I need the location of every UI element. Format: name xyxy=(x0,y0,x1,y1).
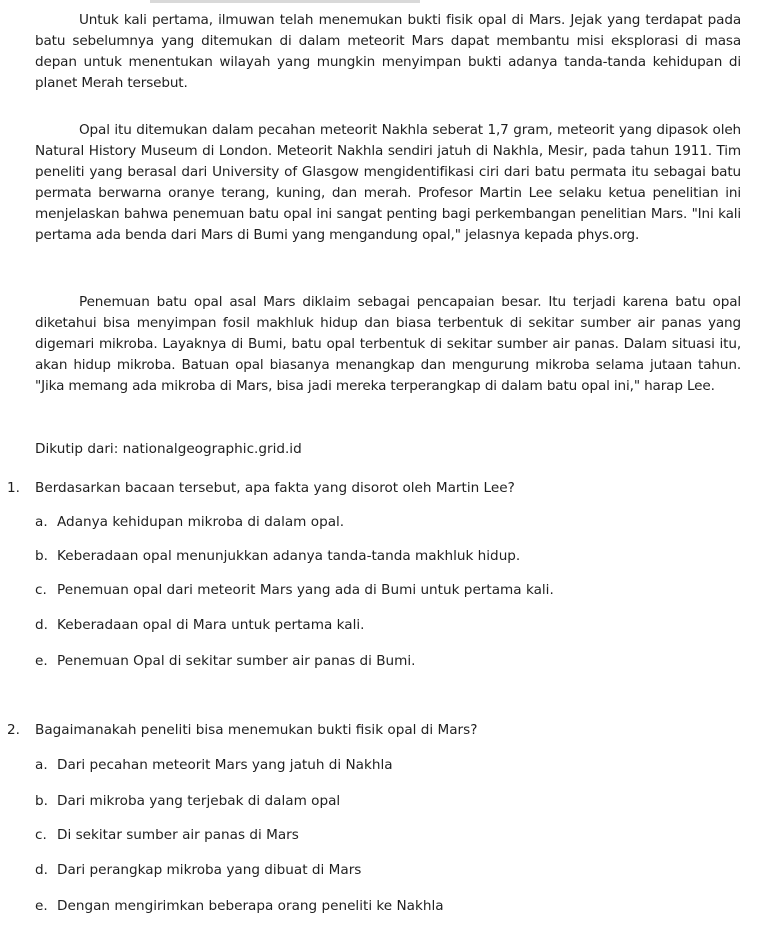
option-letter: e. xyxy=(35,653,48,669)
question-1-option-b[interactable] xyxy=(35,546,520,567)
option-text: Adanya kehidupan mikroba di dalam opal. xyxy=(57,514,345,530)
question-2-option-e[interactable] xyxy=(35,896,444,917)
passage-paragraph-1: Untuk kali pertama, ilmuwan telah menemukan bukti fisik opal di Mars. Jejak yang terdapat pada batu sebelumnya yang ditemukan di dalam meteorit Mars dapat membantu misi eksplorasi di masa depan untuk menentukan wilayah yang mungkin menyimpan bukti adanya tanda-tanda kehidupan di planet Merah tersebut. xyxy=(35,12,741,91)
passage-paragraph-3: Penemuan batu opal asal Mars diklaim sebagai pencapaian besar. Itu terjadi karena batu opal diketahui bisa menyimpan fosil makhluk hidup dan biasa terbentuk di sekitar sumber air panas yang digemari mikroba. Layaknya di Bumi, batu opal terbentuk di sekitar sumber air panas. Dalam situasi itu, akan hidup mikroba. Batuan opal biasanya menangkap dan mengurung mikroba selama jutaan tahun. "Jika memang ada mikroba di Mars, bisa jadi mereka terperangkap di dalam batu opal ini," harap Lee. xyxy=(35,294,741,394)
option-text: Di sekitar sumber air panas di Mars xyxy=(57,827,299,843)
question-2 xyxy=(7,720,477,741)
question-2-option-a[interactable] xyxy=(35,755,393,776)
passage-paragraph-2: Opal itu ditemukan dalam pecahan meteorit Nakhla seberat 1,7 gram, meteorit yang dipasok oleh Natural History Museum di London. Meteorit Nakhla sendiri jatuh di Nakhla, Mesir, pada tahun 1911. Tim peneliti yang berasal dari University of Glasgow mengidentifikasi ciri dari batu permata itu sebagai batu permata berwarna oranye terang, kuning, dan merah. Profesor Martin Lee selaku ketua penelitian ini menjelaskan bahwa penemuan batu opal ini sangat penting bagi perkembangan penelitian Mars. "Ini kali pertama ada benda dari Mars di Bumi yang mengandung opal," jelasnya kepada phys.org. xyxy=(35,122,741,243)
option-letter: d. xyxy=(35,617,48,633)
option-text: Keberadaan opal menunjukkan adanya tanda-tanda makhluk hidup. xyxy=(57,548,521,564)
question-text: Berdasarkan bacaan tersebut, apa fakta yang disorot oleh Martin Lee? xyxy=(35,480,515,496)
question-1-option-c[interactable] xyxy=(35,580,554,601)
option-letter: e. xyxy=(35,898,48,914)
option-letter: b. xyxy=(35,793,48,809)
question-number: 2. xyxy=(7,722,20,738)
source-citation: Dikutip dari: nationalgeographic.grid.id xyxy=(35,441,302,457)
question-2-option-c[interactable] xyxy=(35,825,299,846)
question-1-option-e[interactable] xyxy=(35,651,416,672)
question-2-option-d[interactable] xyxy=(35,860,361,881)
option-letter: c. xyxy=(35,582,47,598)
option-text: Dari perangkap mikroba yang dibuat di Mars xyxy=(57,862,362,878)
option-letter: c. xyxy=(35,827,47,843)
option-text: Dari pecahan meteorit Mars yang jatuh di Nakhla xyxy=(57,757,393,773)
option-letter: a. xyxy=(35,514,48,530)
option-text: Penemuan Opal di sekitar sumber air panas di Bumi. xyxy=(57,653,416,669)
question-1-option-a[interactable] xyxy=(35,512,344,533)
option-letter: a. xyxy=(35,757,48,773)
cropped-text-line xyxy=(150,0,420,3)
option-text: Penemuan opal dari meteorit Mars yang ada di Bumi untuk pertama kali. xyxy=(57,582,554,598)
question-text: Bagaimanakah peneliti bisa menemukan bukti fisik opal di Mars? xyxy=(35,722,478,738)
question-2-option-b[interactable] xyxy=(35,791,340,812)
option-text: Dengan mengirimkan beberapa orang peneliti ke Nakhla xyxy=(57,898,444,914)
question-number: 1. xyxy=(7,480,20,496)
option-text: Keberadaan opal di Mara untuk pertama kali. xyxy=(57,617,365,633)
option-letter: b. xyxy=(35,548,48,564)
option-text: Dari mikroba yang terjebak di dalam opal xyxy=(57,793,341,809)
option-letter: d. xyxy=(35,862,48,878)
question-1-option-d[interactable] xyxy=(35,615,364,636)
question-1 xyxy=(7,478,515,499)
